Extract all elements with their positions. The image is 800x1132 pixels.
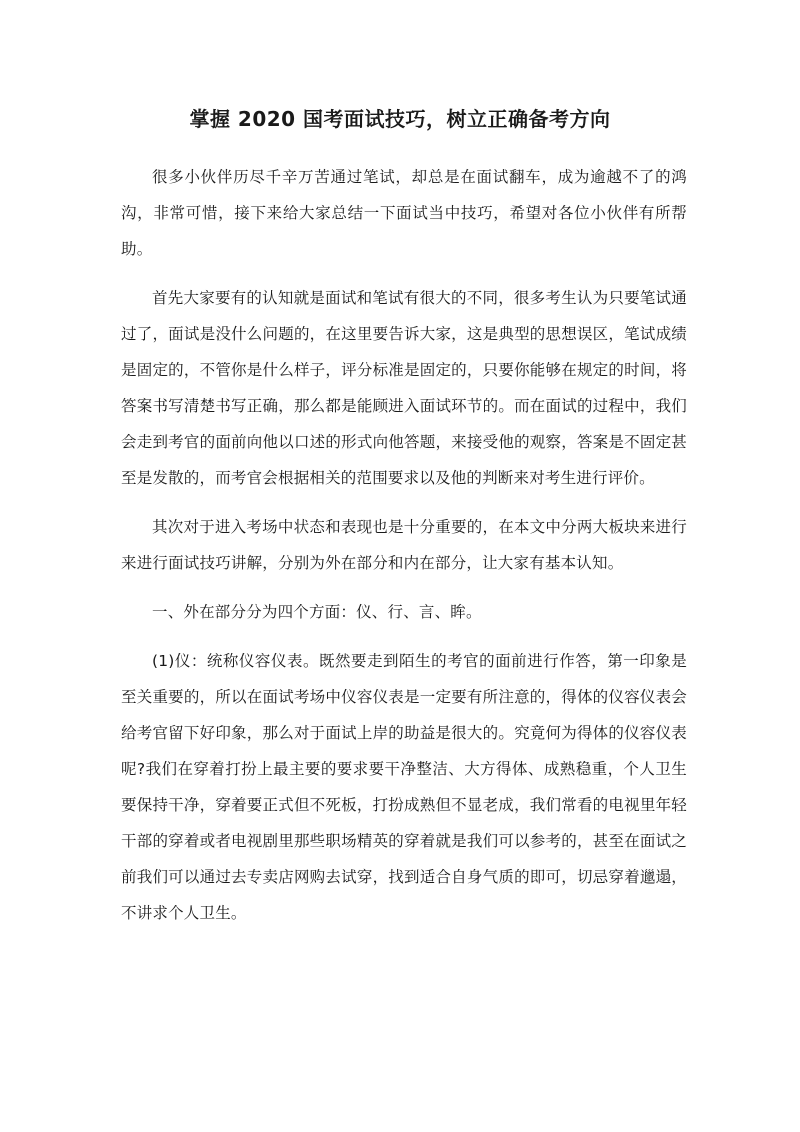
document-body: [121, 159, 687, 944]
paragraph-interview-vs-written: 首先大家要有的认知就是面试和笔试有很大的不同，很多考生认为只要笔试通过了，面试是没什么问题的，在这里要告诉大家，这是典型的思想误区，笔试成绩是固定的，不管你是什么样子，评分标准是固定的，只要你能够在规定的时间，将答案书写清楚书写正确，那么都是能顾进入面试环节的。而在面试的过程中，我们会走到考官的面前向他以口述的形式向他答题，来接受他的观察，答案是不固定甚至是发散的，而考官会根据相关的范围要求以及他的判断来对考生进行评价。: [121, 289, 687, 487]
paragraph-section-heading: 一、外在部分分为四个方面：仪、行、言、眸。: [152, 603, 482, 621]
paragraph-exam-state: 其次对于进入考场中状态和表现也是十分重要的，在本文中分两大板块来进行来进行面试技巧讲解，分别为外在部分和内在部分，让大家有基本认知。: [121, 518, 687, 572]
paragraph-intro: 很多小伙伴历尽千辛万苦通过笔试，却总是在面试翻车，成为逾越不了的鸿沟，非常可惜，接下来给大家总结一下面试当中技巧，希望对各位小伙伴有所帮助。: [121, 168, 687, 258]
document-title: 掌握 2020 国考面试技巧，树立正确备考方向: [189, 107, 611, 131]
paragraph-appearance: (1)仪：统称仪容仪表。既然要走到陌生的考官的面前进行作答，第一印象是至关重要的，所以在面试考场中仪容仪表是一定要有所注意的，得体的仪容仪表会给考官留下好印象，那么对于面试上岸的助益是很大的。究竟何为得体的仪容仪表呢?我们在穿着打扮上最主要的要求要干净整洁、大方得体、成熟稳重，个人卫生要保持干净，穿着要正式但不死板，打扮成熟但不显老成，我们常看的电视里年轻干部的穿着或者电视剧里那些职场精英的穿着就是我们可以参考的，甚至在面试之前我们可以通过去专卖店网购去试穿，找到适合自身气质的即可，切忌穿着邋遢，不讲求个人卫生。: [121, 652, 687, 922]
